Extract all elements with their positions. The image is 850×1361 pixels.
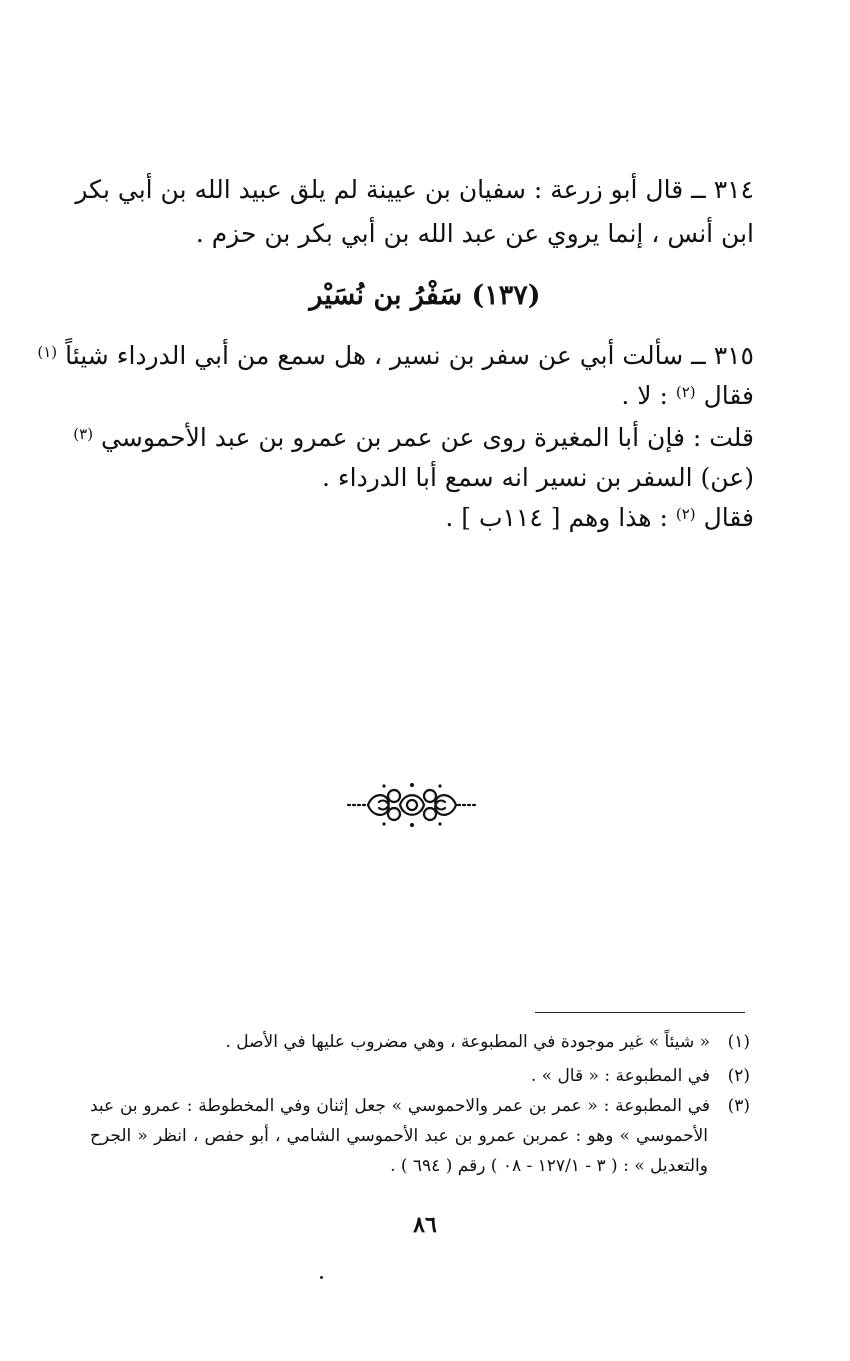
footnote-ref-3: (٣)	[73, 425, 94, 443]
entry-315-line-5-pre: فقال	[703, 503, 754, 532]
footnote-3-line-3: والتعديل » : ( ٣ - ١٢٧/١ - ٠٨ ) رقم ( ٦٩٤ ) .	[390, 1156, 708, 1176]
footnote-ref-2-repeat: (٢)	[675, 505, 696, 523]
entry-315-line-3	[73, 422, 754, 454]
scan-speck	[320, 1276, 323, 1279]
footnote-2-number: (٢)	[727, 1066, 750, 1086]
entry-315-line-5	[84, 502, 754, 534]
section-heading: (١٣٧) سَفْرُ بن نُسَيْر	[309, 280, 541, 311]
entry-315-line-4: (عن) السفر بن نسير انه سمع أبا الدرداء .	[322, 463, 754, 492]
footnote-1	[90, 1030, 750, 1054]
footnote-separator	[535, 1012, 745, 1013]
entry-315-line-2-pre: فقال	[703, 381, 754, 410]
footnote-3-line-1	[90, 1094, 750, 1118]
footnote-ref-1: (١)	[37, 343, 58, 361]
footnote-2	[90, 1064, 750, 1088]
footnote-ref-2: (٢)	[675, 383, 696, 401]
entry-315-line-2-post: : لا .	[621, 381, 668, 410]
entry-314-line-2: ابن أنس ، إنما يروي عن عبد الله بن أبي بكر بن حزم .	[195, 219, 754, 248]
footnote-2-text: في المطبوعة : « قال » .	[530, 1066, 710, 1086]
footnote-1-number: (١)	[727, 1032, 750, 1052]
entry-315-line-3-text: قلت : فإن أبا المغيرة روى عن عمر بن عمرو بن عبد الأحموسي	[101, 423, 754, 452]
footnote-3-number: (٣)	[727, 1096, 750, 1116]
footnote-1-text: « شيئاً » غير موجودة في المطبوعة ، وهي مضروب عليها في الأصل .	[225, 1032, 710, 1052]
entry-315-line-1-text: ٣١٥ ــ سألت أبي عن سفر بن نسير ، هل سمع من أبي الدرداء شيئاً	[65, 341, 754, 370]
entry-315-line-1	[37, 340, 754, 372]
entry-314-line-1: ٣١٤ ــ قال أبو زرعة : سفيان بن عيينة لم يلق عبيد الله بن أبي بكر	[75, 175, 754, 204]
entry-315-line-5-post: : هذا وهم [ ١١٤ب ] .	[445, 503, 668, 532]
footnote-3-line-2: الأحموسي » وهو : عمربن عمرو بن عبد الأحموسي الشامي ، أبو حفص ، انظر « الجرح	[90, 1126, 708, 1146]
arabesque-ornament-icon	[344, 780, 480, 830]
page-number: ٨٦	[413, 1212, 437, 1238]
entry-315-line-2	[84, 380, 754, 412]
footnote-3-text-1: في المطبوعة : « عمر بن عمر والاحموسي » جعل إثنان وفي المخطوطة : عمرو بن عبد	[90, 1096, 710, 1116]
